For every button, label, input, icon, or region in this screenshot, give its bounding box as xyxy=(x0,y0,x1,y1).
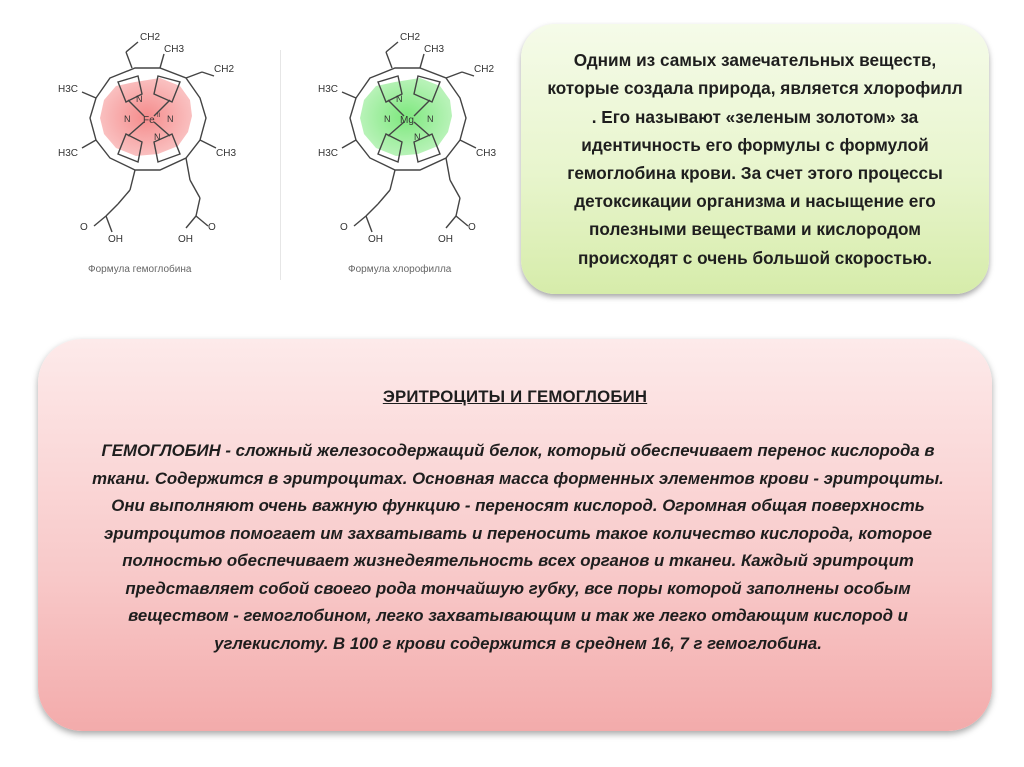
chloro-n-bottom: N xyxy=(414,132,421,142)
hemo-ul-methyl: H3C xyxy=(58,84,79,95)
hemo-right-vinyl: CH2 xyxy=(214,64,235,75)
hemo-top-vinyl: CH2 xyxy=(140,32,161,43)
hemoglobin-structure xyxy=(82,42,216,232)
chlorophyll-info-text: Одним из самых замечательных веществ, которые создала природа, является хлорофилл . Его называют «зеленым золотом» за идентичность его формулы с формулой гемоглобина крови. За счет этого процессы детоксикации организма и насыщение его полезными веществами и кислородом происходят с очень большой скоростью. xyxy=(547,50,963,268)
hemoglobin-caption: Формула гемоглобина xyxy=(88,264,192,275)
hemo-n-bottom: N xyxy=(154,132,161,142)
hemo-ll-methyl: H3C xyxy=(58,148,79,159)
chlorophyll-info-box xyxy=(521,24,989,294)
hemo-left-acid-o: O xyxy=(80,222,88,233)
chloro-top-vinyl: CH2 xyxy=(400,32,421,43)
hemo-right-acid-o: O xyxy=(208,222,216,233)
hemo-lr-methyl: CH3 xyxy=(216,148,237,159)
hemo-n-top: N xyxy=(136,94,143,104)
chloro-ur-methyl: CH3 xyxy=(424,44,445,55)
chloro-n-right: N xyxy=(427,114,434,124)
chloro-left-acid-oh: OH xyxy=(368,234,383,245)
chloro-right-vinyl: CH2 xyxy=(474,64,495,75)
chloro-right-acid-oh: OH xyxy=(438,234,453,245)
chlorophyll-caption: Формула хлорофилла xyxy=(348,264,452,275)
formulas-drawing xyxy=(40,20,510,295)
chloro-n-left: N xyxy=(384,114,391,124)
chloro-lr-methyl: CH3 xyxy=(476,148,497,159)
hemo-metal-oxidation: II xyxy=(157,113,161,119)
chloro-ul-methyl: H3C xyxy=(318,84,339,95)
chloro-right-acid-o: O xyxy=(468,222,476,233)
hemo-metal: Fe xyxy=(143,115,155,126)
chloro-metal: Mg xyxy=(400,115,414,126)
chlorophyll-structure xyxy=(342,42,476,232)
chloro-ll-methyl: H3C xyxy=(318,148,339,159)
hemoglobin-description: ГЕМОГЛОБИН - сложный железосодержащий белок, который обеспечивает перенос кислорода в ткани. Содержится в эритроцитах. Основная масса форменных элементов крови - эритроциты. Они выполняют очень важную функцию - переносят кислород. Огромная общая поверхность эритроцитов помогает им захватывать и переносить такое количество кислорода, которое полностью обеспечивает жизнедеятельность всех органов и тканеи. Каждый эритроцит представляет собой своего рода тончайшую губку, все поры которой заполнены особым веществом - гемоглобином, легко захватывающим и так же легко отдающим кислород и углекислоту. В 100 г крови содержится в среднем 16, 7 г гемоглобина. xyxy=(92,441,944,653)
hemo-ur-methyl: CH3 xyxy=(164,44,185,55)
erythrocytes-info-box xyxy=(38,339,992,731)
chloro-left-acid-o: O xyxy=(340,222,348,233)
chloro-n-top: N xyxy=(396,94,403,104)
structural-formulas xyxy=(40,20,510,295)
hemo-n-left: N xyxy=(124,114,131,124)
hemo-n-right: N xyxy=(167,114,174,124)
hemo-right-acid-oh: OH xyxy=(178,234,193,245)
erythrocytes-title: ЭРИТРОЦИТЫ И ГЕМОГЛОБИН xyxy=(382,387,648,406)
hemo-left-acid-oh: OH xyxy=(108,234,123,245)
